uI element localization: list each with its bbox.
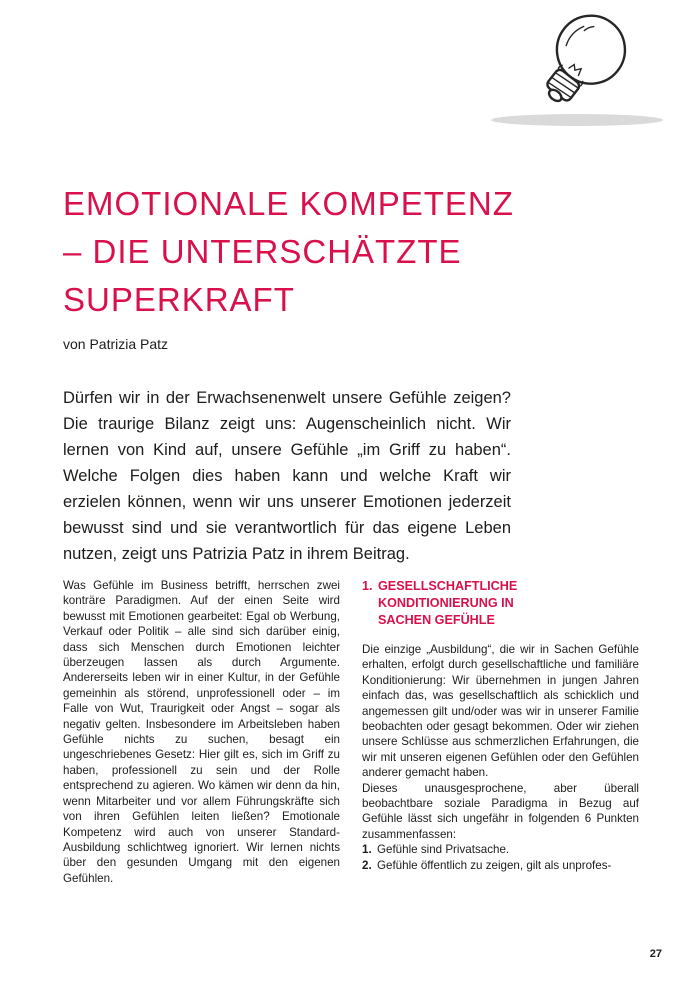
section-paragraph-2: Dieses unausgesprochene, aber überall beobachtbare soziale Paradigma in Bezug auf Gefühle lässt sich ungefähr in folgenden 6 Punkten zusammenfassen: (362, 781, 639, 841)
article-title (63, 180, 608, 324)
list-item-1 (362, 842, 639, 857)
left-column-text: Was Gefühle im Business betrifft, herrschen zwei konträre Paradigmen. Auf der einen Seite wird bewusst mit Emotionen gearbeitet: Egal ob Werbung, Verkauf oder Politik – alle sind sich darüber einig, dass sich Menschen durch Emotionen leichter überzeugen lassen als durch Argumente. Andererseits leben wir in einer Kultur, in der Gefühle gemeinhin als störend, unprofessionell oder – im Falle von Wut, Traurigkeit oder Angst – sogar als negativ gelten. Insbesondere im Arbeitsleben haben Gefühle nichts zu suchen, besagt ein ungeschriebenes Gesetz: Hier gilt es, sich im Griff zu haben, professionell zu sein und der Rolle entsprechend zu agieren. Wo kämen wir denn da hin, wenn Mitarbeiter und vor allem Führungskräfte sich von ihren Gefühlen leiten ließen? Emotionale Kompetenz wird auch von unserer Standard-Ausbildung schlichtweg ignoriert. Wir lernen nichts über den gesunden Umgang mit den eigenen Gefühlen. (63, 579, 340, 885)
title-line-2: – DIE UNTERSCHÄTZTE (63, 233, 462, 270)
section-paragraph-1: Die einzige „Ausbildung“, die wir in Sachen Gefühle erhalten, erfolgt durch gesellschaftliche und familiäre Konditionierung: Wir übernehmen in jungen Jahren einfach das, was gesellschaftlich als schicklich und angemessen gilt und/oder was wir in unserer Familie beobachten oder gesagt bekommen. Oder wir ziehen unsere Schlüsse aus schmerzlichen Erfahrungen, die wir mit unseren eigenen Gefühlen oder den Gefühlen anderer gemacht haben. (362, 643, 639, 780)
title-line-3: SUPERKRAFT (63, 281, 295, 318)
list-item-number: 2. (362, 858, 372, 872)
title-line-1: EMOTIONALE KOMPETENZ (63, 185, 514, 222)
right-column (362, 578, 639, 886)
list-item-text: Gefühle sind Privatsache. (377, 843, 510, 857)
lightbulb-icon (482, 10, 672, 132)
list-item-number: 1. (362, 843, 372, 857)
left-column (63, 578, 340, 886)
page-number: 27 (649, 948, 662, 960)
two-column-body (63, 578, 639, 886)
illustration-shadow (491, 114, 663, 126)
lightbulb-illustration (482, 10, 672, 132)
section-heading-text: GESELLSCHAFTLICHE KONDITIONIERUNG IN SACHEN GEFÜHLE (378, 579, 518, 627)
section-heading (362, 578, 639, 629)
byline: von Patrizia Patz (63, 336, 169, 352)
list-item-text: Gefühle öffentlich zu zeigen, gilt als unprofes- (377, 858, 612, 872)
intro-paragraph: Dürfen wir in der Erwachsenenwelt unsere Gefühle zeigen? Die traurige Bilanz zeigt uns: Augenscheinlich nicht. Wir lernen von Kind auf, unsere Gefühle „im Griff zu haben“. Welche Folgen dies haben kann und welche Kraft wir erzielen können, wenn wir uns unserer Emotionen jederzeit bewusst sind und sie verantwortlich für das eigene Leben nutzen, zeigt uns Patrizia Patz in ihrem Beitrag. (63, 389, 511, 563)
section-number: 1. (362, 579, 373, 593)
list-item-2 (362, 858, 639, 873)
